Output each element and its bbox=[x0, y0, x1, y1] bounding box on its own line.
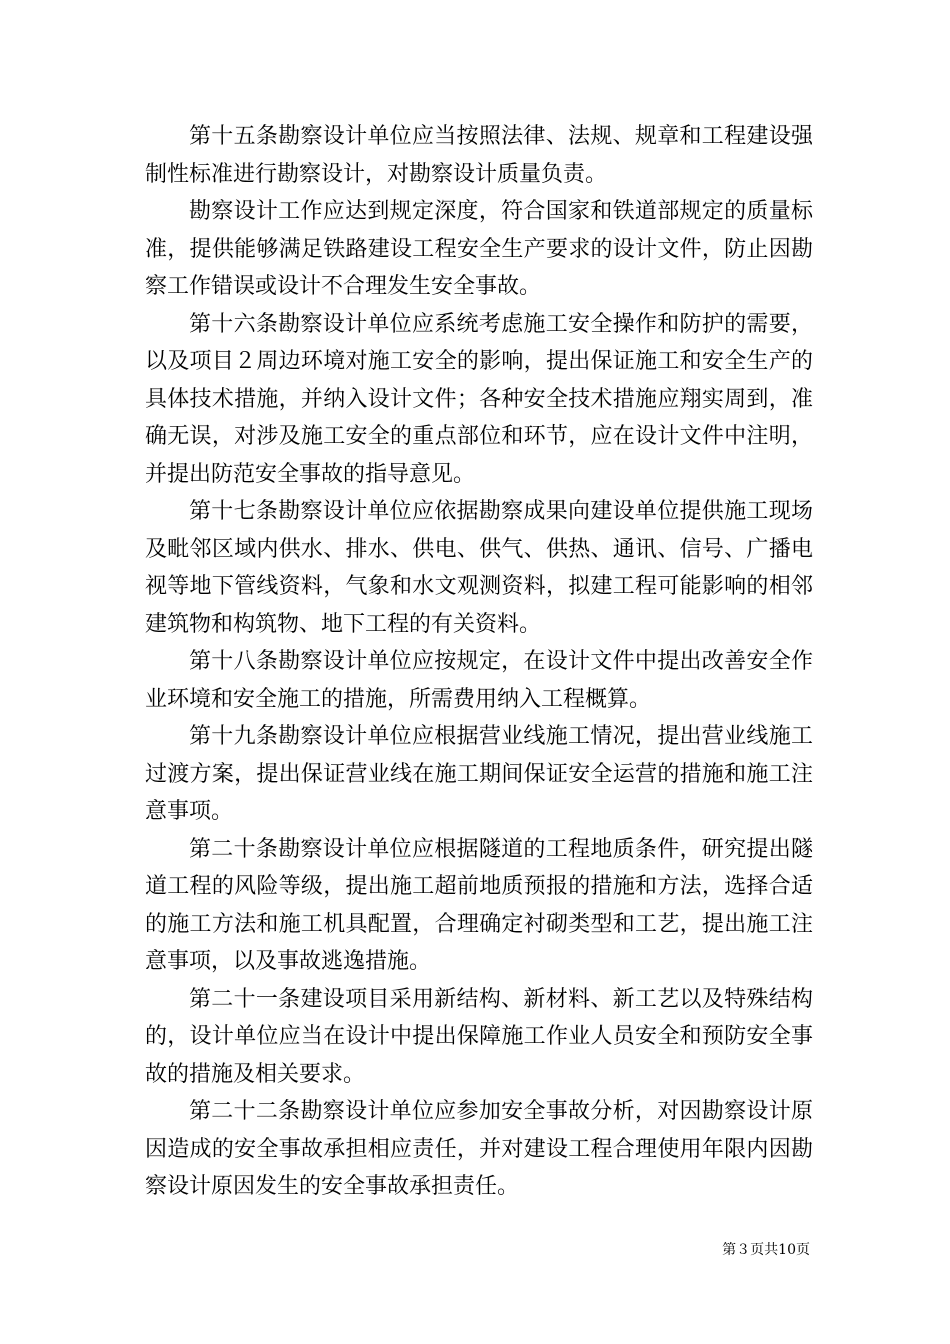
paragraph-article-19: 第十九条勘察设计单位应根据营业线施工情况，提出营业线施工过渡方案，提出保证营业线在施工期间保证安全运营的措施和施工注意事项。 bbox=[145, 724, 813, 824]
paragraph-survey-depth: 勘察设计工作应达到规定深度，符合国家和铁道部规定的质量标准，提供能够满足铁路建设工程安全生产要求的设计文件，防止因勘察工作错误或设计不合理发生安全事故。 bbox=[145, 199, 813, 299]
paragraph-article-18: 第十八条勘察设计单位应按规定，在设计文件中提出改善安全作业环境和安全施工的措施，所需费用纳入工程概算。 bbox=[145, 649, 813, 712]
paragraph-article-22: 第二十二条勘察设计单位应参加安全事故分析，对因勘察设计原因造成的安全事故承担相应责任，并对建设工程合理使用年限内因勘察设计原因发生的安全事故承担责任。 bbox=[145, 1099, 813, 1199]
document-body bbox=[145, 118, 813, 1206]
paragraph-article-17: 第十七条勘察设计单位应依据勘察成果向建设单位提供施工现场及毗邻区域内供水、排水、供电、供气、供热、通讯、信号、广播电视等地下管线资料，气象和水文观测资料，拟建工程可能影响的相邻建筑物和构筑物、地下工程的有关资料。 bbox=[145, 499, 813, 637]
paragraph-article-15: 第十五条勘察设计单位应当按照法律、法规、规章和工程建设强制性标准进行勘察设计，对勘察设计质量负责。 bbox=[145, 124, 813, 187]
paragraph-article-20: 第二十条勘察设计单位应根据隧道的工程地质条件，研究提出隧道工程的风险等级，提出施工超前地质预报的措施和方法，选择合适的施工方法和施工机具配置，合理确定衬砌类型和工艺，提出施工注意事项，以及事故逃逸措施。 bbox=[145, 836, 813, 974]
paragraph-article-21: 第二十一条建设项目采用新结构、新材料、新工艺以及特殊结构的，设计单位应当在设计中提出保障施工作业人员安全和预防安全事故的措施及相关要求。 bbox=[145, 986, 813, 1087]
paragraph-article-16: 第十六条勘察设计单位应系统考虑施工安全操作和防护的需要，以及项目２周边环境对施工安全的影响，提出保证施工和安全生产的具体技术措施，并纳入设计文件；各种安全技术措施应翔实周到，准确无误，对涉及施工安全的重点部位和环节，应在设计文件中注明，并提出防范安全事故的指导意见。 bbox=[145, 311, 813, 487]
page-number: 第３页共10页 bbox=[722, 1242, 810, 1258]
